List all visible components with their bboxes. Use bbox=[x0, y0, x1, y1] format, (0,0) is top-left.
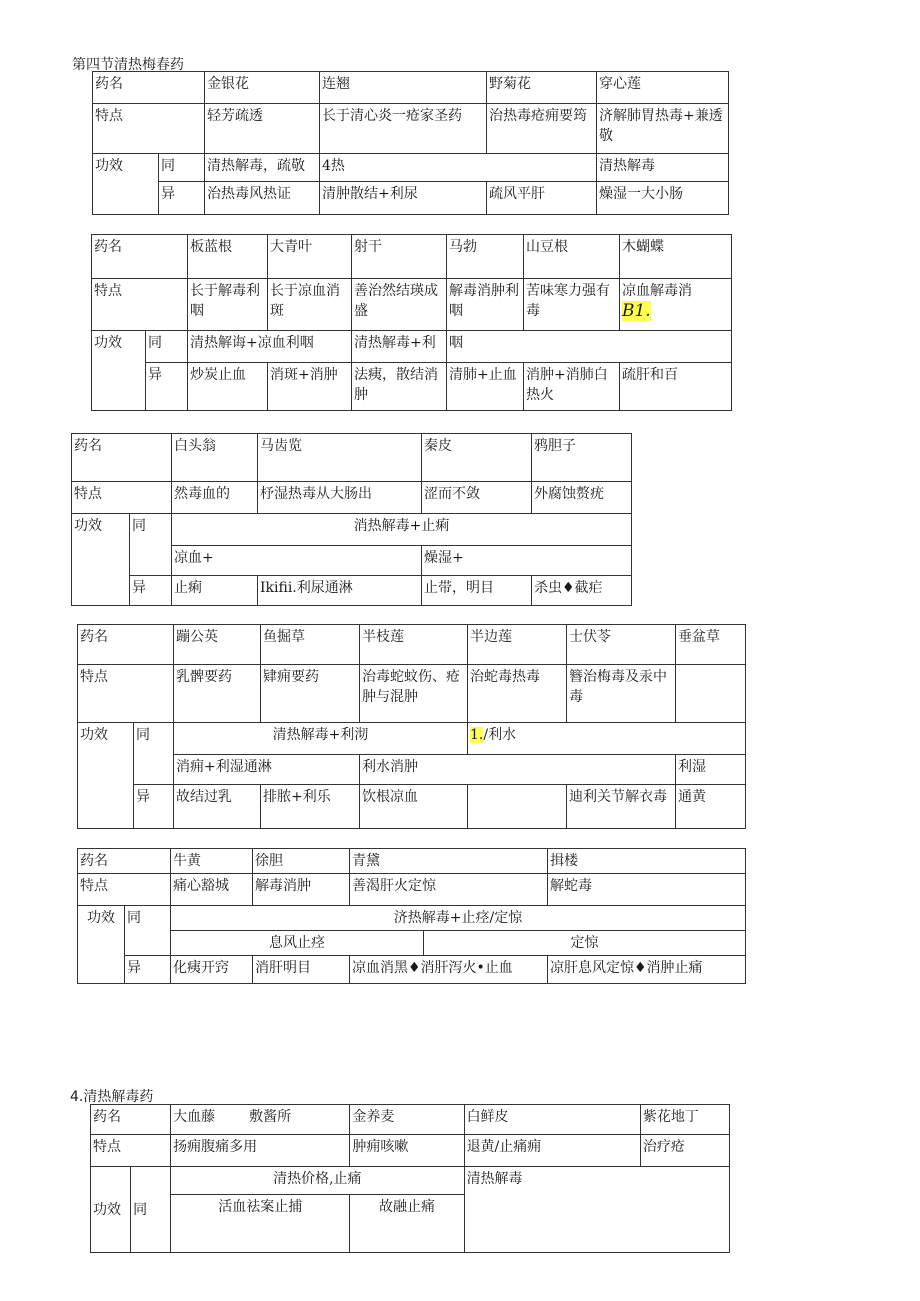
cell: 清热解毒+利沏 bbox=[174, 723, 468, 755]
table-daxueteng-group bbox=[90, 1104, 730, 1253]
highlight-mark: 1. bbox=[470, 727, 484, 743]
cell: 济解肺胃热毒+兼透敬 bbox=[597, 104, 729, 154]
cell: 药名 bbox=[93, 72, 205, 104]
cell: 徐胆 bbox=[253, 849, 350, 874]
table-banlangen-group bbox=[91, 234, 732, 411]
cell: 治毒蛇蚊伤、疮肿与混肿 bbox=[360, 665, 468, 723]
cell: 同 bbox=[131, 1167, 171, 1253]
cell: 治蛇毒热毒 bbox=[468, 665, 567, 723]
table-row bbox=[93, 72, 729, 104]
table-row bbox=[93, 182, 729, 215]
cell: 轻芳疏透 bbox=[205, 104, 320, 154]
cell: 治热毒疮痈要筠 bbox=[487, 104, 597, 154]
cell: 金银花 bbox=[205, 72, 320, 104]
cell: 药名 bbox=[91, 1105, 171, 1135]
cell: 清热解毒+利 bbox=[352, 331, 447, 363]
cell: 青黛 bbox=[350, 849, 548, 874]
subsection-title: 4.清热解毒药 bbox=[70, 1089, 154, 1105]
cell: 紫花地丁 bbox=[640, 1105, 729, 1135]
table-row bbox=[78, 625, 746, 665]
cell: 士伏苓 bbox=[567, 625, 676, 665]
cell: 解毒消肿 bbox=[253, 874, 350, 906]
cell: 肿痈咳嗽 bbox=[350, 1135, 464, 1167]
table-row bbox=[92, 331, 732, 363]
cell-text: /利水 bbox=[483, 727, 517, 743]
cell: 杀虫♦截疟 bbox=[532, 576, 632, 606]
cell: 清热价格,止痛 bbox=[171, 1167, 464, 1195]
cell: 排脓+利乐 bbox=[261, 785, 360, 829]
cell: 特点 bbox=[91, 1135, 171, 1167]
cell: 金养麦 bbox=[350, 1105, 464, 1135]
table-row bbox=[78, 849, 746, 874]
cell: 外腐蚀赘疣 bbox=[532, 482, 632, 514]
table-row bbox=[72, 434, 632, 482]
cell: 长于解毒利咽 bbox=[188, 279, 268, 331]
cell: 通黄 bbox=[676, 785, 746, 829]
table-row bbox=[92, 235, 732, 279]
cell: 利湿 bbox=[676, 755, 746, 785]
cell: 治热毒风热证 bbox=[205, 182, 320, 215]
cell: 利水消肿 bbox=[360, 755, 676, 785]
cell: 功效 bbox=[93, 154, 159, 215]
cell: 肄痈要药 bbox=[261, 665, 360, 723]
cell: 半枝莲 bbox=[360, 625, 468, 665]
highlight-mark: B1. bbox=[622, 301, 651, 321]
cell: 疏肝和百 bbox=[620, 363, 732, 411]
table-pugongying-group bbox=[77, 624, 746, 829]
cell: 法痍，散结消肿 bbox=[352, 363, 447, 411]
cell: 乳髀要药 bbox=[174, 665, 261, 723]
cell: 活血祛案止捕 bbox=[171, 1195, 350, 1253]
cell: 饮根凉血 bbox=[360, 785, 468, 829]
cell: 咽 bbox=[447, 331, 732, 363]
cell: 清热解诲+凉血利咽 bbox=[188, 331, 352, 363]
cell: 清热解毒 bbox=[464, 1167, 729, 1253]
cell: 功效 bbox=[72, 514, 130, 606]
cell bbox=[468, 785, 567, 829]
cell: 特点 bbox=[92, 279, 188, 331]
cell: 善渴肝火定惊 bbox=[350, 874, 548, 906]
cell: 止痢 bbox=[172, 576, 258, 606]
cell: 凉血消黑♦消肝泻火•止血 bbox=[350, 956, 548, 984]
cell: 秦皮 bbox=[422, 434, 532, 482]
cell: 消斑+消肿 bbox=[268, 363, 352, 411]
cell: 故融止痛 bbox=[350, 1195, 464, 1253]
cell: 马勃 bbox=[447, 235, 524, 279]
cell: 牛黄 bbox=[171, 849, 253, 874]
cell bbox=[171, 1105, 350, 1135]
cell: 息风止痉 bbox=[171, 931, 424, 956]
cell: 4热 bbox=[320, 154, 597, 182]
cell bbox=[620, 279, 732, 331]
cell bbox=[468, 723, 746, 755]
cell: 治疗疮 bbox=[640, 1135, 729, 1167]
cell: 功效 bbox=[78, 723, 134, 829]
table-jinyinhua-group bbox=[92, 71, 729, 215]
table-row bbox=[93, 154, 729, 182]
cell: 特点 bbox=[78, 874, 171, 906]
cell: 异 bbox=[134, 785, 174, 829]
cell: 杼湿热毒从大肠出 bbox=[258, 482, 422, 514]
cell: 木蝴蝶 bbox=[620, 235, 732, 279]
table-row bbox=[78, 906, 746, 931]
cell: 穿心莲 bbox=[597, 72, 729, 104]
cell bbox=[676, 665, 746, 723]
table-row bbox=[78, 723, 746, 755]
cell: 炒炭止血 bbox=[188, 363, 268, 411]
cell: 连翘 bbox=[320, 72, 487, 104]
cell: 功效 bbox=[78, 906, 125, 984]
cell: 凉血+ bbox=[172, 546, 422, 576]
cell: 鱼掘草 bbox=[261, 625, 360, 665]
cell: 药名 bbox=[78, 849, 171, 874]
cell: 痛心豁城 bbox=[171, 874, 253, 906]
table-baitouweng-group bbox=[71, 433, 632, 606]
table-row bbox=[91, 1167, 730, 1195]
cell: 消热解毒+止痢 bbox=[172, 514, 632, 546]
cell: 长于凉血消斑 bbox=[268, 279, 352, 331]
cell: 同 bbox=[134, 723, 174, 785]
table-row bbox=[78, 665, 746, 723]
cell: 大青叶 bbox=[268, 235, 352, 279]
cell: 白鲜皮 bbox=[464, 1105, 640, 1135]
cell: 消痈+利湿通淋 bbox=[174, 755, 360, 785]
cell: 垂盆草 bbox=[676, 625, 746, 665]
cell: 退黄/止痛痈 bbox=[464, 1135, 640, 1167]
table-row bbox=[72, 482, 632, 514]
cell: 异 bbox=[146, 363, 188, 411]
cell: 药名 bbox=[72, 434, 172, 482]
cell: 白头翁 bbox=[172, 434, 258, 482]
table-row bbox=[91, 1105, 730, 1135]
cell: 板蓝根 bbox=[188, 235, 268, 279]
cell: 济热解毒+止痉/定惊 bbox=[171, 906, 746, 931]
cell: 野菊花 bbox=[487, 72, 597, 104]
table-row bbox=[78, 931, 746, 956]
table-row bbox=[91, 1135, 730, 1167]
cell: 消肿+消肺白热火 bbox=[524, 363, 620, 411]
cell: 消肝明目 bbox=[253, 956, 350, 984]
cell: 特点 bbox=[72, 482, 172, 514]
cell: 定惊 bbox=[424, 931, 746, 956]
cell: 特点 bbox=[93, 104, 205, 154]
cell: 解毒消肿利咽 bbox=[447, 279, 524, 331]
cell: 特点 bbox=[78, 665, 174, 723]
section-title: 第四节清热梅春药 bbox=[72, 57, 184, 73]
table-row bbox=[72, 576, 632, 606]
cell: 燥湿+ bbox=[422, 546, 632, 576]
table-row bbox=[78, 785, 746, 829]
table-row bbox=[78, 755, 746, 785]
cell: 功效 bbox=[91, 1167, 131, 1253]
cell: 同 bbox=[159, 154, 205, 182]
cell: 同 bbox=[125, 906, 171, 956]
cell: 清热解毒 bbox=[597, 154, 729, 182]
cell-text: 敷酱所 bbox=[249, 1109, 292, 1125]
cell: 簪治梅毒及汞中毒 bbox=[567, 665, 676, 723]
cell: 鸦胆子 bbox=[532, 434, 632, 482]
cell: 然毒血的 bbox=[172, 482, 258, 514]
table-row bbox=[78, 874, 746, 906]
cell: 半边莲 bbox=[468, 625, 567, 665]
cell: Ikifii.利尿通淋 bbox=[258, 576, 422, 606]
cell: 化痍开窍 bbox=[171, 956, 253, 984]
table-row bbox=[92, 279, 732, 331]
cell: 涩而不敛 bbox=[422, 482, 532, 514]
cell: 凉肝息风定惊♦消肿止痛 bbox=[548, 956, 746, 984]
table-row bbox=[78, 956, 746, 984]
cell: 清热解毒，疏敬 bbox=[205, 154, 320, 182]
cell: 蹦公英 bbox=[174, 625, 261, 665]
cell: 射干 bbox=[352, 235, 447, 279]
cell: 功效 bbox=[92, 331, 146, 411]
cell: 善治然结瑛成盛 bbox=[352, 279, 447, 331]
cell: 山豆根 bbox=[524, 235, 620, 279]
cell: 解蛇毒 bbox=[548, 874, 746, 906]
cell-text: 大血藤 bbox=[173, 1109, 216, 1125]
cell: 苦味寒力强有毒 bbox=[524, 279, 620, 331]
table-row bbox=[93, 104, 729, 154]
cell: 扬痈腹痛多用 bbox=[171, 1135, 350, 1167]
cell: 清肿散结+利尿 bbox=[320, 182, 487, 215]
table-row bbox=[92, 363, 732, 411]
cell: 异 bbox=[159, 182, 205, 215]
cell: 长于清心炎一疮家圣药 bbox=[320, 104, 487, 154]
table-niuhuang-group bbox=[77, 848, 746, 984]
cell: 燥湿一大小肠 bbox=[597, 182, 729, 215]
cell: 故结过乳 bbox=[174, 785, 261, 829]
table-row bbox=[72, 514, 632, 546]
cell: 同 bbox=[130, 514, 172, 576]
cell: 药名 bbox=[92, 235, 188, 279]
cell: 疏风平肝 bbox=[487, 182, 597, 215]
cell: 马齿览 bbox=[258, 434, 422, 482]
cell: 迪利关节解衣毒 bbox=[567, 785, 676, 829]
cell: 止带，明目 bbox=[422, 576, 532, 606]
cell-text: 凉血解毒消 bbox=[622, 283, 692, 299]
cell: 异 bbox=[130, 576, 172, 606]
cell: 同 bbox=[146, 331, 188, 363]
cell: 清肺+止血 bbox=[447, 363, 524, 411]
cell: 揖楼 bbox=[548, 849, 746, 874]
cell: 药名 bbox=[78, 625, 174, 665]
cell: 异 bbox=[125, 956, 171, 984]
